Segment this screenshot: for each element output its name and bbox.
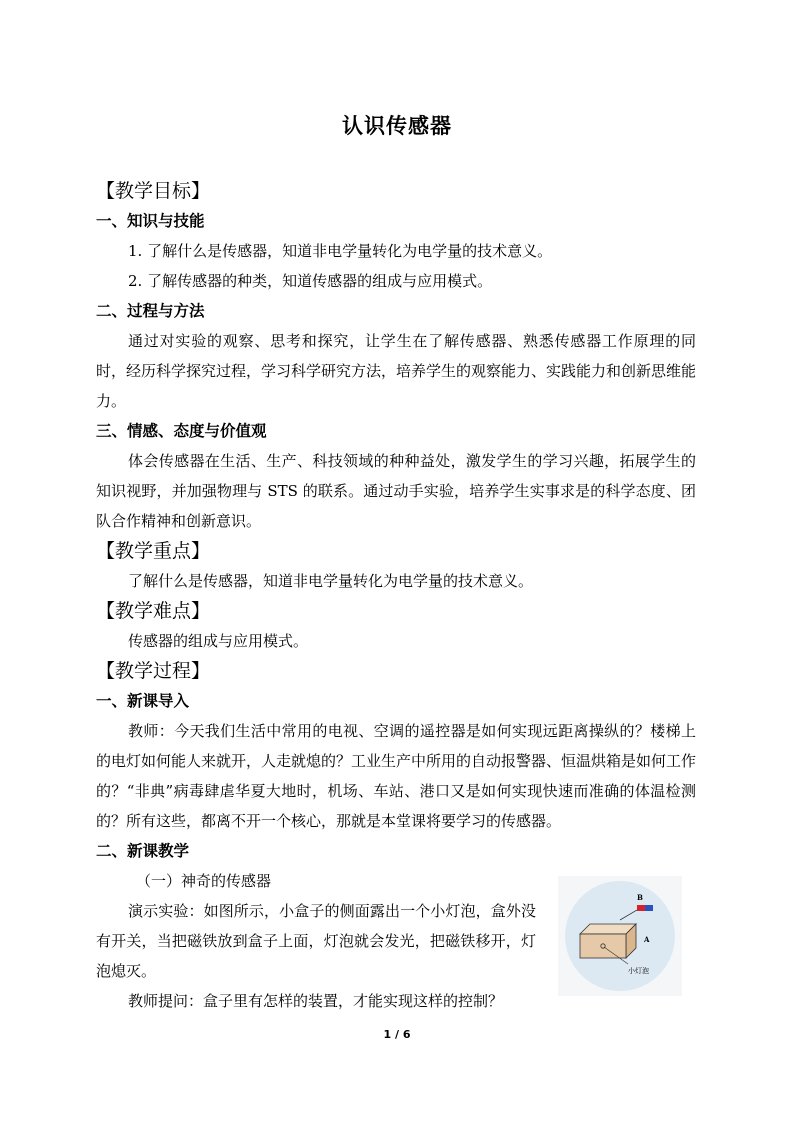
section-process-method-heading: 二、过程与方法 [96, 302, 205, 320]
magnet-box-figure [558, 876, 682, 996]
difficulties-paragraph: 传感器的组成与应用模式。 [128, 632, 309, 650]
page-number: 1 / 6 [383, 1028, 411, 1041]
attitude-paragraph: 体会传感器在生活、生产、科技领域的种种益处，激发学生的学习兴趣，拓展学生的知识视野，并加强物理与 STS 的联系。通过动手实验，培养学生实事求是的科学态度、团队合作精神和创新意识。 [96, 452, 696, 530]
figure-label-b: B [637, 893, 643, 902]
magic-sensor-subheading: （一）神奇的传感器 [136, 872, 272, 890]
teaching-process-heading: 【教学过程】 [96, 660, 211, 682]
magnet-blue-pole [645, 905, 653, 911]
box-front-face [580, 934, 626, 958]
process-method-paragraph: 通过对实验的观察、思考和探究，让学生在了解传感器、熟悉传感器工作原理的同时，经历科学探究过程，学习科学研究方法，培养学生的观察能力、实践能力和创新思维能力。 [96, 332, 697, 410]
document-title: 认识传感器 [342, 114, 452, 138]
figure-label-a: A [644, 935, 650, 944]
goals-heading: 【教学目标】 [96, 180, 211, 202]
key-points-paragraph: 了解什么是传感器，知道非电学量转化为电学量的技术意义。 [128, 572, 534, 590]
lesson-intro-heading: 一、新课导入 [96, 692, 190, 710]
lesson-intro-paragraph: 教师：今天我们生活中常用的电视、空调的遥控器是如何实现远距离操纵的？楼梯上的电灯如何能人来就开，人走就熄的？工业生产中所用的自动报警器、恒温烘箱是如何工作的？“非典”病毒肆虐华夏大地时，机场、车站、港口又是如何实现快速而准确的体温检测的？所有这些，都离不开一个核心，那就是本堂课将要学习的传感器。 [96, 722, 697, 830]
knowledge-item-2: 2. 了解传感器的种类，知道传感器的组成与应用模式。 [128, 272, 493, 290]
difficulties-heading: 【教学难点】 [96, 600, 211, 622]
section-knowledge-heading: 一、知识与技能 [96, 212, 205, 230]
demo-experiment-paragraph: 演示实验：如图所示，小盒子的侧面露出一个小灯泡，盒外没有开关，当把磁铁放到盒子上面，灯泡就会发光，把磁铁移开，灯泡熄灭。 [96, 902, 536, 980]
key-points-heading: 【教学重点】 [96, 540, 211, 562]
new-lesson-heading: 二、新课教学 [96, 842, 190, 860]
section-attitude-heading: 三、情感、态度与价值观 [96, 422, 267, 440]
knowledge-item-1: 1. 了解什么是传感器，知道非电学量转化为电学量的技术意义。 [128, 242, 553, 260]
figure-label-bulb: 小灯泡 [628, 967, 649, 975]
magnet-red-pole [637, 905, 645, 911]
teacher-question-paragraph: 教师提问：盒子里有怎样的装置，才能实现这样的控制？ [128, 992, 504, 1010]
